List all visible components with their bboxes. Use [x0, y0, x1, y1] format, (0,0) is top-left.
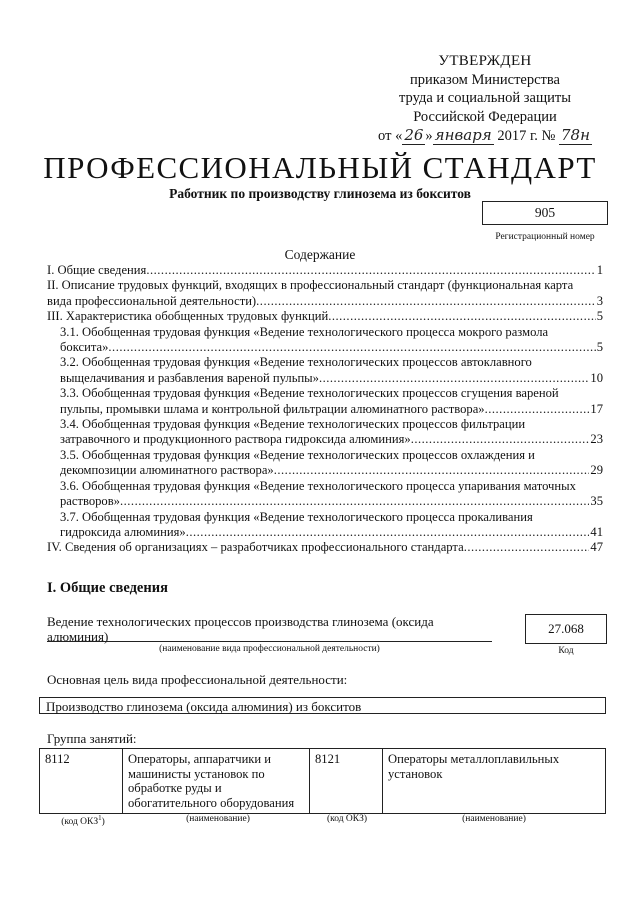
toc-page-number: 10: [590, 370, 603, 385]
toc-item-text: 3.6. Обобщенная трудовая функция «Ведение технологического процесса упаривания маточных: [60, 478, 576, 493]
toc-item[interactable]: [47, 278, 603, 309]
toc-item[interactable]: [47, 263, 603, 278]
toc-page-number: 29: [590, 463, 603, 478]
toc-item[interactable]: [47, 448, 603, 479]
activity-name: Ведение технологических процессов производства глинозема (оксида алюминия): [47, 614, 434, 644]
toc-item[interactable]: [47, 386, 603, 417]
toc-item-text: боксита»: [60, 340, 109, 355]
registration-number-label: Регистрационный номер: [495, 232, 595, 242]
toc-page-number: 47: [590, 540, 603, 555]
toc-item-text: I. Общие сведения: [47, 263, 147, 277]
toc-item-text: II. Описание трудовых функций, входящих в профессиональный стандарт (функциональная карта: [47, 278, 574, 293]
contents-heading: Содержание: [284, 247, 356, 262]
goal-label: Основная цель вида профессиональной деятельности:: [47, 672, 348, 687]
occupation-code-2: 8121: [310, 749, 383, 814]
occupation-name-caption: (наименование): [186, 814, 250, 824]
toc-item-text: затравочного и продукционного раствора гидроксида алюминия»: [60, 432, 411, 447]
approval-line-federation: Российской Федерации: [413, 108, 557, 125]
toc-item[interactable]: [47, 510, 603, 541]
page-subtitle: Работник по производству глинозема из бокситов: [169, 186, 471, 201]
occupation-name-1: Операторы, аппаратчики и машинисты установок по обработке руды и обогатительного оборудования: [123, 749, 310, 814]
toc-leader-dots: [274, 463, 590, 478]
toc-item-text: 3.2. Обобщенная трудовая функция «Ведение технологических процессов автоклавного: [60, 355, 532, 370]
toc-item-text: IV. Сведения об организациях – разработчиках профессионального стандарта: [47, 540, 464, 555]
toc-leader-dots: [328, 309, 596, 324]
toc-item-text: гидроксида алюминия»: [60, 524, 186, 539]
toc-leader-dots: [464, 540, 590, 555]
toc-item[interactable]: [47, 417, 603, 448]
toc-item[interactable]: [47, 540, 603, 555]
occupation-code-1: 8112: [40, 749, 123, 814]
occupation-code-caption: [39, 814, 127, 827]
occupation-name-caption-2: (наименование): [462, 814, 526, 824]
toc-item-text: декомпозиции алюминатного раствора»: [60, 463, 274, 478]
toc-leader-dots: [186, 525, 590, 540]
occupation-name-2: Операторы металлоплавильных установок: [383, 749, 606, 814]
order-month: января: [434, 126, 492, 144]
occ-code-caption-end: ): [101, 817, 105, 828]
toc-page-number: 17: [590, 401, 603, 416]
toc-item-text: вида профессиональной деятельности): [47, 293, 257, 308]
toc-item-text: III. Характеристика обобщенных трудовых функций: [47, 309, 329, 324]
approval-order-line: [360, 126, 610, 146]
table-row: [40, 749, 606, 814]
toc-item-text: выщелачивания и разбавления вареной пульпы»: [60, 370, 319, 385]
toc-item-text: 3.4. Обобщенная трудовая функция «Ведение технологических процессов фильтрации: [60, 417, 526, 432]
approval-line-labor: труда и социальной защиты: [399, 90, 571, 106]
toc-item-text: 3.7. Обобщенная трудовая функция «Ведение технологического процесса прокаливания: [60, 509, 533, 524]
toc-item-text: 3.5. Обобщенная трудовая функция «Ведение технологических процессов охлаждения и: [60, 447, 535, 462]
order-day: 26: [404, 126, 424, 144]
order-year: 2017 г. №: [497, 128, 556, 144]
toc-item[interactable]: [47, 325, 603, 356]
toc-leader-dots: [146, 263, 595, 278]
goal-box: Производство глинозема (оксида алюминия) из бокситов: [39, 697, 606, 714]
approval-block: [360, 52, 610, 146]
toc-page-number: 5: [596, 340, 603, 355]
order-number: 78н: [560, 126, 590, 144]
toc-page-number: 35: [590, 494, 603, 509]
toc-item[interactable]: [47, 355, 603, 386]
occupation-code-caption-2: (код ОКЗ): [326, 814, 368, 824]
toc-item[interactable]: [47, 479, 603, 510]
activity-code-box: 27.068: [525, 614, 607, 644]
approval-title: УТВЕРЖДЕН: [438, 53, 532, 69]
toc-item-text: 3.3. Обобщенная трудовая функция «Ведение технологических процессов сгущения вареной: [60, 386, 559, 401]
toc-page-number: 5: [596, 309, 603, 324]
toc-page-number: 41: [590, 524, 603, 539]
toc-leader-dots: [120, 494, 589, 509]
toc-page-number: 1: [596, 263, 603, 277]
toc-leader-dots: [485, 402, 590, 417]
page-title: ПРОФЕССИОНАЛЬНЫЙ СТАНДАРТ: [43, 150, 597, 185]
occ-code-caption-text: (код ОКЗ: [61, 817, 99, 828]
toc-leader-dots: [411, 432, 590, 447]
occupation-table: [39, 748, 606, 814]
activity-caption: (наименование вида профессиональной деятельности): [159, 644, 380, 654]
toc-leader-dots: [256, 294, 596, 309]
toc-leader-dots: [108, 340, 595, 355]
toc-item-text: 3.1. Обобщенная трудовая функция «Ведение технологического процесса мокрого размола: [60, 324, 549, 339]
footnote-marker: 1: [98, 814, 102, 822]
activity-code-caption: Код: [558, 646, 574, 656]
registration-number-box: 905: [482, 201, 608, 225]
toc-item[interactable]: [47, 309, 603, 324]
toc-item-text: растворов»: [60, 494, 120, 509]
occupation-group-label: Группа занятий:: [47, 731, 137, 746]
approval-line-ministry: приказом Министерства: [410, 71, 560, 88]
order-prefix: от «: [378, 128, 403, 144]
table-of-contents: [47, 263, 603, 556]
toc-page-number: 3: [596, 293, 603, 308]
toc-item-text: пульпы, промывки шлама и контрольной фильтрации алюминатного раствора»: [60, 401, 485, 416]
activity-underline: [47, 641, 492, 642]
order-mid: »: [425, 128, 433, 144]
toc-page-number: 23: [590, 432, 603, 447]
section-heading: I. Общие сведения: [47, 580, 168, 596]
toc-leader-dots: [319, 371, 589, 386]
